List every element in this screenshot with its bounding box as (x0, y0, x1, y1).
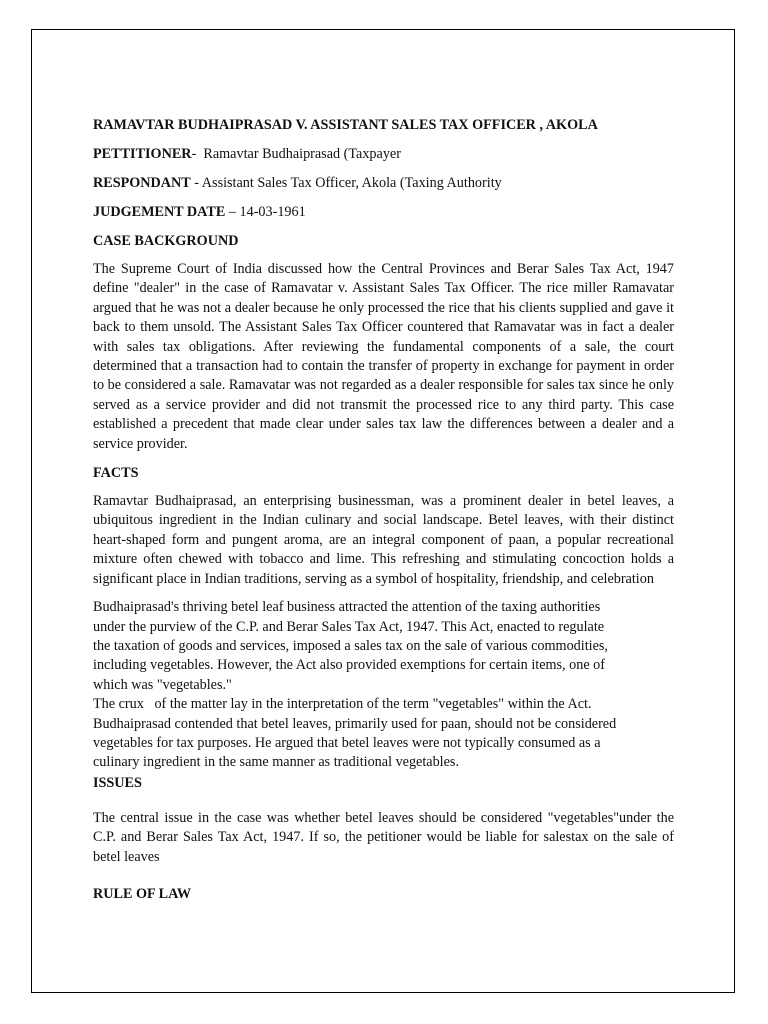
respondant-separator: - (190, 175, 202, 191)
facts-line: which was "vegetables." (93, 676, 232, 693)
facts-line: the taxation of goods and services, imposed a sales tax on the sale of various commodities, (93, 637, 608, 654)
petitioner-separator: - (191, 146, 204, 162)
issues-paragraph: The central issue in the case was whether betel leaves should be considered "vegetables"under the C.P. and Berar Sales Tax Act, 1947. If so, the petitioner would be liable for salestax on the sale of betel leaves (93, 809, 674, 865)
case-background-heading: CASE BACKGROUND (93, 233, 239, 249)
facts-heading: FACTS (93, 465, 139, 482)
facts-line: The crux of the matter lay in the interpretation of the term "vegetables" within the Act. (93, 696, 592, 713)
petitioner-value: Ramavtar Budhaiprasad (Taxpayer (203, 146, 401, 162)
judgement-date-line (93, 202, 674, 222)
document-body (93, 115, 674, 913)
judgement-date-value: 14-03-1961 (239, 204, 306, 220)
case-title: RAMAVTAR BUDHAIPRASAD V. ASSISTANT SALES TAX OFFICER , AKOLA (93, 117, 598, 133)
facts-line: culinary ingredient in the same manner as traditional vegetables. (93, 754, 459, 771)
facts-line: under the purview of the C.P. and Berar Sales Tax Act, 1947. This Act, enacted to regulate (93, 618, 605, 635)
petitioner-line (93, 144, 674, 164)
facts-paragraph-1: Ramavtar Budhaiprasad, an enterprising businessman, was a prominent dealer in betel leaves, a ubiquitous ingredient in the Indian culinary and social landscape. Betel leaves, with their distinct heart-shaped form and pungent aroma, are an integral component of paan, a popular recreational mixture often chewed with tobacco and lime. This refreshing and stimulating concoction holds a significant place in Indian traditions, serving as a symbol of hospitality, friendship, and celebration (93, 493, 674, 587)
respondant-label: RESPONDANT (93, 175, 191, 191)
facts-line: vegetables for tax purposes. He argued that betel leaves were not typically consumed as a (93, 734, 601, 751)
issues-heading: ISSUES (93, 774, 142, 791)
judgement-date-label: JUDGEMENT DATE (93, 204, 226, 220)
rule-of-law-heading: RULE OF LAW (93, 885, 192, 902)
judgement-date-separator: – (225, 204, 240, 220)
facts-paragraph-2 (93, 598, 674, 773)
facts-line: Budhaiprasad contended that betel leaves, primarily used for paan, should not be considered (93, 715, 617, 732)
case-background-paragraph: The Supreme Court of India discussed how the Central Provinces and Berar Sales Tax Act, 1947 define "dealer" in the case of Ramavatar v. Assistant Sales Tax Officer. The rice miller Ramavatar argued that he was not a dealer because he only processed the rice that his clients supplied and gave it back to them unsold. The Assistant Sales Tax Officer countered that Ramavatar was in fact a dealer with sales tax obligations. After reviewing the fundamental components of a sale, the court determined that a transaction had to contain the transfer of property in exchange for payment in order to be considered a sale. Ramavatar was not regarded as a dealer responsible for sales tax since he only served as a service provider and did not transmit the processed rice to any third party. This case established a precedent that made clear under sales tax law the differences between a dealer and a service provider. (93, 261, 674, 452)
facts-line: Budhaiprasad's thriving betel leaf business attracted the attention of the taxing authorities (93, 599, 601, 616)
respondant-value: Assistant Sales Tax Officer, Akola (Taxing Authority (201, 175, 502, 191)
petitioner-label: PETTITIONER (93, 146, 192, 162)
facts-line: including vegetables. However, the Act also provided exemptions for certain items, one of (93, 657, 606, 674)
respondant-line (93, 173, 674, 193)
